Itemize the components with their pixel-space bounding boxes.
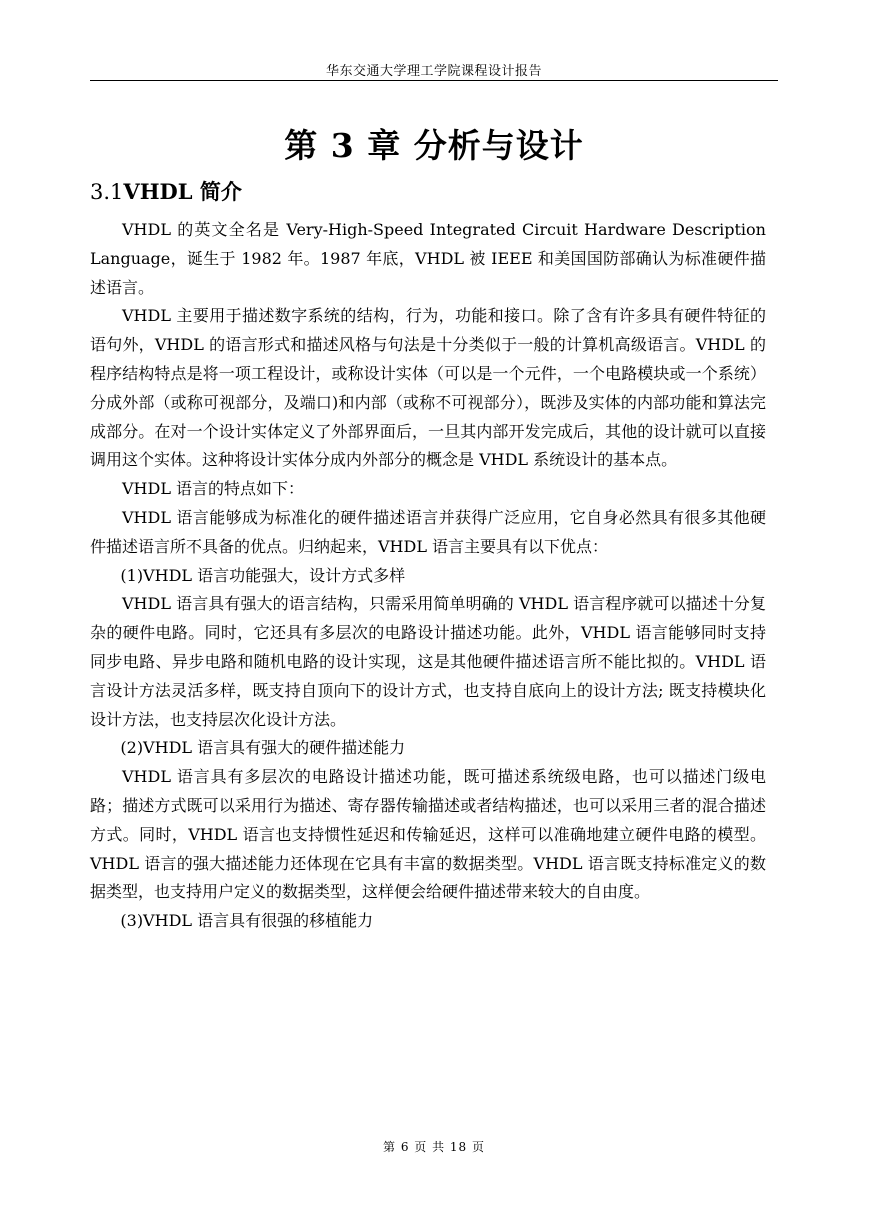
paragraph-usage: VHDL 主要用于描述数字系统的结构，行为，功能和接口。除了含有许多具有硬件特征的语句外，VHDL 的语言形式和描述风格与句法是十分类似于一般的计算机高级语言。VHDL 的程序结构特点是将一项工程设计，或称设计实体（可以是一个元件，一个电路模块或一个系统）分成外部（或称可视部分，及端口)和内部（或称不可视部分），既涉及实体的内部功能和算法完成部分。在对一个设计实体定义了外部界面后，一旦其内部开发完成后，其他的设计就可以直接调用这个实体。这种将设计实体分成内外部分的概念是 VHDL 系统设计的基本点。 <box>90 306 766 470</box>
paragraph-point-2: VHDL 语言具有多层次的电路设计描述功能，既可描述系统级电路，也可以描述门级电路；描述方式既可以采用行为描述、寄存器传输描述或者结构描述，也可以采用三者的混合描述方式。同时，VHDL 语言也支持惯性延迟和传输延迟，这样可以准确地建立硬件电路的模型。VHDL 语言的强大描述能力还体现在它具有丰富的数据类型。VHDL 语言既支持标准定义的数据类型，也支持用户定义的数据类型，这样便会给硬件描述带来较大的自由度。 <box>90 767 766 902</box>
running-header: 华东交通大学理工学院课程设计报告 <box>325 64 542 79</box>
paragraph-intro: VHDL 的英文全名是 Very-High-Speed Integrated Circuit Hardware Description Language，诞生于 1982 年。1987 年底，VHDL 被 IEEE 和美国国防部确认为标准硬件描述语言。 <box>90 220 766 297</box>
section-heading: VHDL 简介 <box>123 179 242 204</box>
paragraph-point-1: VHDL 语言具有强大的语言结构，只需采用简单明确的 VHDL 语言程序就可以描述十分复杂的硬件电路。同时，它还具有多层次的电路设计描述功能。此外，VHDL 语言能够同时支持同步电路、异步电路和随机电路的设计实现，这是其他硬件描述语言所不能比拟的。VHDL 语言设计方法灵活多样，既支持自顶向下的设计方式，也支持自底向上的设计方法; 既支持模块化设计方法，也支持层次化设计方法。 <box>90 594 766 729</box>
section-title <box>90 176 242 206</box>
chapter-title: 第 3 章 分析与设计 <box>284 126 584 165</box>
list-heading-1: (1)VHDL 语言功能强大，设计方式多样 <box>120 565 406 585</box>
header-rule <box>90 80 778 81</box>
page-footer: 第 6 页 共 18 页 <box>383 1140 485 1154</box>
body-text <box>90 216 766 936</box>
list-heading-2: (2)VHDL 语言具有强大的硬件描述能力 <box>120 738 406 758</box>
list-heading-3: (3)VHDL 语言具有很强的移植能力 <box>120 911 374 931</box>
paragraph-advantages: VHDL 语言能够成为标准化的硬件描述语言并获得广泛应用，它自身必然具有很多其他硬件描述语言所不具备的优点。归纳起来，VHDL 语言主要具有以下优点： <box>90 507 766 556</box>
section-number: 3.1 <box>90 180 124 204</box>
paragraph-features-lead: VHDL 语言的特点如下： <box>122 479 305 499</box>
